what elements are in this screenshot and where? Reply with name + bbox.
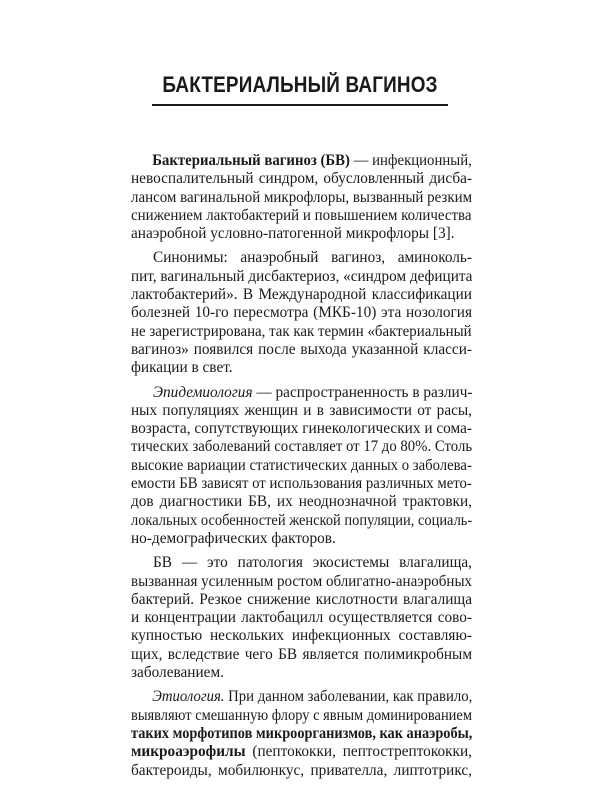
bold-phrase: микроаэрофилы <box>131 743 246 761</box>
term-epidemiology: Эпидемиология <box>153 383 253 401</box>
paragraph-epidemiology <box>131 384 472 549</box>
page-title: БАКТЕРИАЛЬНЫЙ ВАГИНОЗ <box>162 72 438 97</box>
text-line: высокие вариации статистических данных о заболева- <box>131 456 472 474</box>
text-line: локальных особенностей женской популяции, социаль- <box>131 511 473 529</box>
text-line: анаэробной условно-патогенной микрофлоры [3]. <box>131 225 455 243</box>
text-line: дов диагностики БВ, их неоднозначной трактовки, <box>131 493 472 511</box>
text-line: болезней 10-го пересмотра (МКБ-10) эта нозология <box>131 304 472 322</box>
text-line: Синонимы: анаэробный вагиноз, аминоколь- <box>153 249 472 267</box>
text-line: пит, вагинальный дисбактериоз, «синдром дефицита <box>131 267 473 285</box>
text-line: лансом вагинальной микрофлоры, вызванный резким <box>131 188 473 206</box>
text-line: микроаэрофилы (пептококки, пептострептококки, <box>131 743 472 761</box>
title-underline <box>152 104 448 106</box>
body-text <box>131 152 472 786</box>
text-line <box>131 724 473 743</box>
text-line: не зарегистрирована, так как термин «бактериальный <box>131 322 472 340</box>
text-line: вагиноз» появился после выхода указанной класси- <box>131 340 472 358</box>
text-line: купностью нескольких инфекционных составляю- <box>131 627 472 645</box>
paragraph-pathology <box>131 554 472 682</box>
text-line: невоспалительный синдром, обусловленный дисба- <box>131 170 472 188</box>
text-line: емости БВ зависят от использования различных мето- <box>131 475 472 493</box>
term-bv: Бактериальный вагиноз (БВ) <box>152 152 350 169</box>
term-etiology: Этиология. <box>152 688 225 706</box>
text-line: возраста, сопутствующих гинекологических и сома- <box>131 420 472 438</box>
text-line: Эпидемиология — распространенность в различ- <box>153 383 473 401</box>
paragraph-synonyms <box>131 249 472 377</box>
text-line: фикации в свет. <box>131 359 233 377</box>
paragraph-etiology <box>131 688 472 779</box>
text-line: лактобактерий». В Международной классификации <box>131 286 472 304</box>
text-line: щих, вследствие чего БВ является полимикробным <box>131 645 472 663</box>
text-line: Этиология. При данном заболевании, как правило, <box>152 688 473 706</box>
text-line: бактероиды, мобилюнкус, привателла, липтотрикс, <box>131 761 472 779</box>
text-line: БВ — это патология экосистемы влагалища, <box>153 554 472 572</box>
text-line: снижением лактобактерий и повышением количества <box>131 206 472 224</box>
text-line: и концентрации лактобацилл осуществляется сово- <box>131 609 472 627</box>
bold-phrase: таких морфотипов микроорганизмов, как анаэробы, <box>131 724 473 742</box>
text-line: заболеванием. <box>131 664 224 682</box>
text-line: вызванная усиленным ростом облигатно-анаэробных <box>131 572 473 590</box>
text-line: тических заболеваний составляет от 17 до 80%. Столь <box>131 438 473 456</box>
text-line: Бактериальный вагиноз (БВ) — инфекционный, <box>152 152 472 169</box>
text-line: ных популяциях женщин и в зависимости от расы, <box>131 401 472 419</box>
text-line: бактерий. Резкое снижение кислотности влагалища <box>131 590 472 608</box>
text-line: но-демографических факторов. <box>131 529 336 547</box>
text-line: выявляют смешанную флору с явным доминированием <box>131 706 472 724</box>
paragraph-definition <box>131 152 472 243</box>
